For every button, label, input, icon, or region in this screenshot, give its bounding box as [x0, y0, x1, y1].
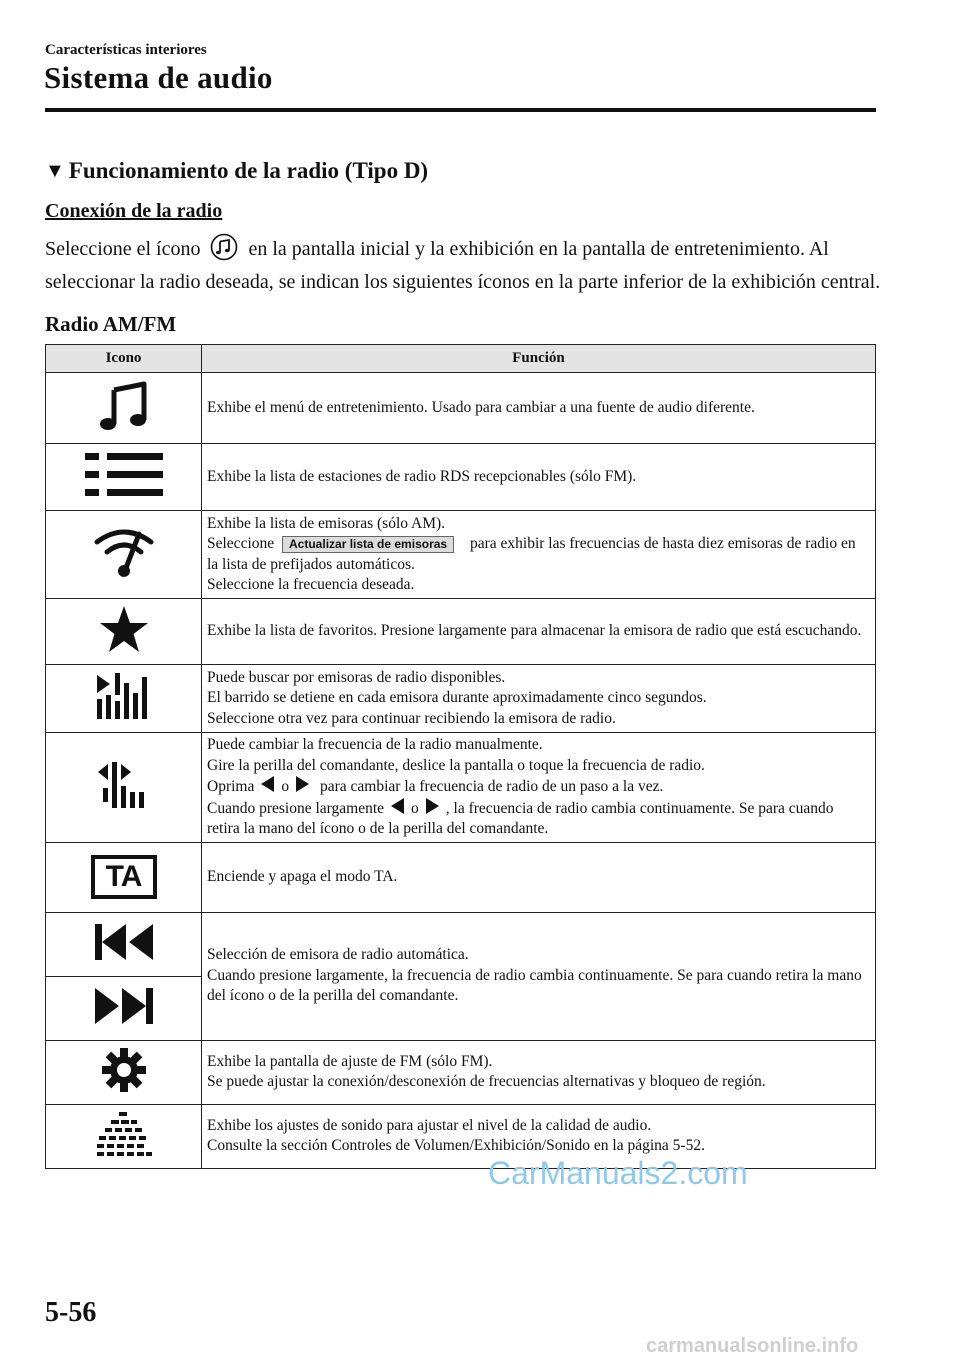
icon-cell — [46, 665, 202, 733]
triangle-marker-icon: ▼ — [45, 159, 65, 182]
table-row — [46, 511, 876, 599]
function-text: Seleccione la frecuencia deseada. — [207, 576, 415, 593]
icon-cell — [46, 444, 202, 511]
function-cell — [202, 912, 876, 1040]
table-row — [46, 1040, 876, 1104]
section-heading — [45, 158, 428, 184]
function-cell — [202, 599, 876, 665]
function-cell — [202, 733, 876, 843]
icon-cell — [46, 1040, 202, 1104]
function-text: Consulte la sección Controles de Volumen/Exhibición/Sonido en la página 5-52. — [207, 1137, 705, 1154]
function-text-post: para exhibir las frecuencias de hasta diez emisoras de radio en la lista de prefijados automáticos. — [207, 535, 856, 573]
function-text — [207, 534, 869, 575]
function-text: Selección de emisora de radio automática. — [207, 946, 469, 964]
section-label: Características interiores — [45, 42, 207, 58]
function-cell — [202, 665, 876, 733]
function-text — [207, 798, 869, 840]
entertainment-note-icon — [210, 233, 238, 269]
section-heading-text: Funcionamiento de la radio (Tipo D) — [68, 158, 429, 183]
intro-text-part2: en la pantalla inicial y la exhibición en la pantalla de entretenimiento. Al seleccionar la radio deseada, se indican los siguientes íconos en la parte inferior de la exhibición central. — [45, 238, 881, 293]
function-text: Exhibe la pantalla de ajuste de FM (sólo FM). — [207, 1052, 493, 1070]
icon-cell — [46, 733, 202, 843]
function-text-mid: o — [411, 799, 419, 817]
page-number: 5-56 — [45, 1297, 97, 1328]
intro-text-part1: Seleccione el ícono — [45, 238, 201, 260]
icon-cell — [46, 912, 202, 976]
function-cell — [202, 1040, 876, 1104]
function-text: Exhibe el menú de entretenimiento. Usado para cambiar a una fuente de audio diferente. — [207, 398, 755, 416]
icon-cell — [46, 599, 202, 665]
table-row — [46, 599, 876, 665]
icon-cell — [46, 1104, 202, 1168]
footer-site: carmanualsonline.info — [646, 1335, 859, 1357]
function-text: Cuando presione largamente, la frecuencia de radio cambia continuamente. Se para cuando retira la mano del ícono o de la perilla del comandante. — [207, 966, 862, 1005]
col-header-function: Función — [202, 345, 876, 373]
table-row — [46, 373, 876, 444]
function-text: Exhibe la lista de estaciones de radio RDS recepcionables (sólo FM). — [207, 467, 637, 485]
col-header-icon: Icono — [46, 345, 202, 373]
function-text: Enciende y apaga el modo TA. — [207, 867, 398, 885]
function-table — [45, 344, 876, 1169]
ta-icon: TA — [91, 855, 157, 899]
seek-back-icon — [93, 920, 155, 964]
tune-down-icon[interactable] — [391, 798, 404, 814]
intro-paragraph — [45, 233, 885, 296]
title-rule — [45, 108, 876, 112]
function-text: Exhibe la lista de emisoras (sólo AM). — [207, 514, 446, 532]
radio-label: Radio AM/FM — [45, 312, 177, 336]
table-row — [46, 912, 876, 976]
function-text: Seleccione otra vez para continuar recibiendo la emisora de radio. — [207, 709, 616, 727]
function-text: Puede buscar por emisoras de radio disponibles. — [207, 668, 506, 686]
icon-cell — [46, 373, 202, 444]
function-text-pre: Seleccione — [207, 535, 275, 552]
music-note-icon — [94, 380, 154, 432]
watermark: CarManuals2.com — [488, 1155, 748, 1191]
table-row — [46, 665, 876, 733]
table-row — [46, 842, 876, 912]
function-text-mid: o — [281, 778, 290, 795]
seek-forward-icon — [93, 984, 155, 1028]
function-text-post: , la frecuencia de radio cambia continuamente. Se para cuando retira la mano del ícono o de la perilla del comandante. — [207, 799, 834, 837]
function-text: Exhibe la lista de favoritos. Presione largamente para almacenar la emisora de radio que está escuchando. — [207, 622, 862, 640]
function-text: Exhibe los ajustes de sonido para ajustar el nivel de la calidad de audio. — [207, 1116, 652, 1134]
function-text-post: para cambiar la frecuencia de radio de un paso a la vez. — [319, 778, 664, 795]
function-cell — [202, 373, 876, 444]
table-header-row — [46, 345, 876, 373]
page-title: Sistema de audio — [44, 60, 273, 95]
tune-up-icon[interactable] — [426, 798, 439, 814]
icon-cell — [46, 511, 202, 599]
subheading: Conexión de la radio — [45, 200, 223, 222]
function-text: Se puede ajustar la conexión/desconexión de frecuencias alternativas y bloqueo de región. — [207, 1073, 766, 1090]
function-cell — [202, 511, 876, 599]
tune-up-icon[interactable] — [296, 776, 309, 792]
sound-settings-icon — [95, 1110, 153, 1158]
function-text: Puede cambiar la frecuencia de la radio manualmente. — [207, 736, 543, 753]
manual-tune-icon — [96, 760, 152, 810]
table-row — [46, 444, 876, 511]
star-icon — [98, 604, 150, 654]
icon-cell — [46, 842, 202, 912]
table-row — [46, 733, 876, 843]
table-row — [46, 1104, 876, 1168]
function-text-pre: Oprima — [207, 778, 255, 795]
am-broadcast-icon — [93, 524, 155, 580]
gear-icon — [101, 1047, 147, 1093]
function-text — [207, 776, 869, 798]
station-list-icon — [83, 450, 165, 500]
function-text: El barrido se detiene en cada emisora durante aproximadamente cinco segundos. — [207, 689, 707, 707]
tune-down-icon[interactable] — [261, 776, 274, 792]
scan-icon — [93, 671, 155, 721]
function-text: Gire la perilla del comandante, deslice la pantalla o toque la frecuencia de radio. — [207, 756, 705, 774]
update-station-list-button[interactable]: Actualizar lista de emisoras — [282, 536, 454, 553]
icon-cell — [46, 976, 202, 1040]
function-text-pre: Cuando presione largamente — [207, 799, 385, 817]
function-cell — [202, 444, 876, 511]
function-cell — [202, 842, 876, 912]
